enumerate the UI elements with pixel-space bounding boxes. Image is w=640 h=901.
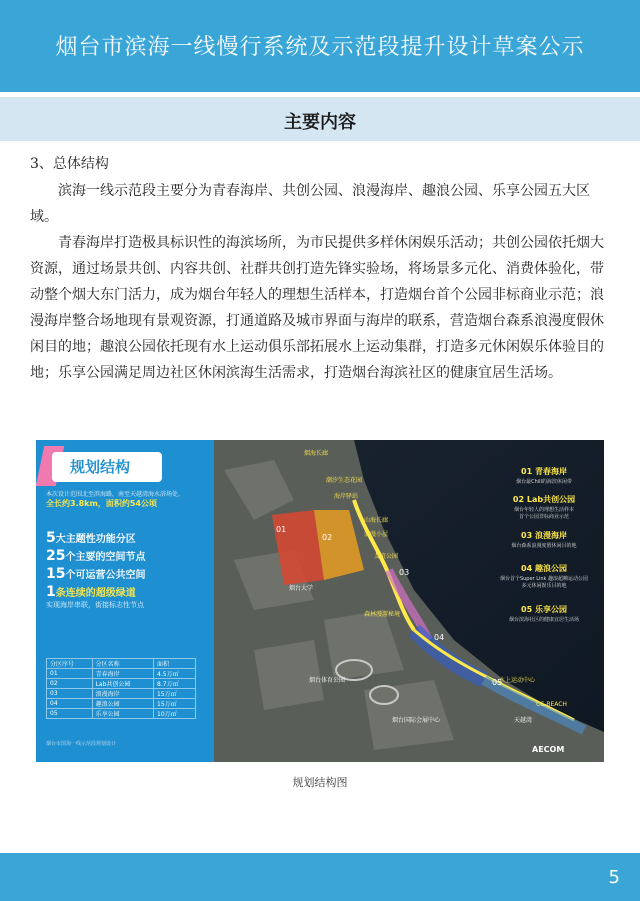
legend-id: 01 [521,467,533,476]
table-header-row [47,659,196,669]
stat-num: 1 [46,584,56,600]
legend-desc-extra: 多元休闲娱乐目的地 [521,583,567,589]
legend-zone-4 [521,563,567,573]
stat-sub: 实现海岸串联，街接标志性节点 [46,601,144,609]
node-label: 烟台国际会展中心 [392,717,441,724]
table-cell: 15万㎡ [154,699,196,709]
legend-desc: 烟台森系浪漫度假休闲目的地 [511,543,577,549]
legend-id: 04 [521,564,533,573]
node-label: 山海长廊 [364,517,389,524]
section-title: 主要内容 [284,112,356,133]
node-label: 烟海长廊 [304,450,329,457]
table-cell: 8.7万㎡ [154,679,196,689]
legend-name: 青春海岸 [534,467,567,476]
node-label: 森林漫游秘境 [364,611,401,618]
table-cell: 02 [47,679,93,689]
stat-item [46,548,211,564]
node-label: 天越湾 [514,717,533,724]
legend-id: 05 [521,605,533,614]
node-label: 烟台大学 [289,585,314,592]
table-cell: 01 [47,669,93,679]
table-row [47,709,196,719]
map-zone-number: 04 [434,633,445,642]
table-cell: 05 [47,709,93,719]
document-title: 烟台市滨海一线慢行系统及示范段提升设计草案公示 [55,35,585,60]
node-label: 潮汐生态花园 [326,477,363,484]
legend-zone-3 [521,530,567,540]
table-cell: 04 [47,699,93,709]
legend-zone-2 [513,494,575,504]
table-row [47,679,196,689]
table-header: 面积 [154,659,196,669]
legend-desc: 烟台滨海社区的健康宜居生活场 [508,617,580,623]
table-cell: Lab共创公园 [92,679,153,689]
intro-text: 本次设计范围北至滨海路，南至天越湾海水浴场处， [46,491,185,498]
table-header: 分区名称 [92,659,153,669]
stat-item [46,584,211,600]
table-cell: 10万㎡ [154,709,196,719]
length-line: 全长约3.8km，面积约54公顷 [46,499,157,508]
page-footer-band [0,853,640,901]
table-cell: 趣浪公园 [92,699,153,709]
stat-text: 条连续的超级绿道 [55,588,136,599]
figure-note: 烟台市滨海一线示范段规划设计 [46,741,117,747]
map-zone-number: 01 [276,525,287,534]
aerial-map [214,440,604,762]
figure-stats [46,530,211,610]
aecom-logo: AECOM [532,745,565,754]
table-cell: 03 [47,689,93,699]
table-cell: 青春海岸 [92,669,153,679]
table-header: 分区序号 [47,659,93,669]
node-label: 浪漫小屋 [364,531,389,538]
stat-num: 25 [46,548,66,564]
stat-num: 15 [46,566,66,582]
legend-desc: 烟台年轻人的理想生活样本 [513,507,575,513]
legend-id: 03 [521,531,533,540]
legend-name: 浪漫海岸 [534,531,567,540]
paragraph-1: 滨海一线示范段主要分为青春海岸、共创公园、浪漫海岸、趣浪公园、乐享公园五大区域。 [30,183,590,225]
stat-text: 个主要的空间节点 [65,552,146,563]
node-label: 海岸驿站 [334,493,359,500]
map-zone-number: 03 [399,568,410,577]
legend-name: 乐享公园 [534,605,567,614]
planning-structure-figure [36,440,604,762]
legend-desc: 烟台最Chill的海滨休闲带 [516,479,572,485]
stat-num: 5 [46,530,56,546]
stat-text: 个可运营公共空间 [65,570,146,581]
legend-desc: 烟台首个Super Link 趣浪超嗨运动公园 [499,576,589,582]
subheading: 3、总体结构 [30,156,109,172]
legend-name: Lab共创公园 [526,495,576,504]
legend-desc-extra: 首个公园非标商业示范 [518,514,570,520]
page-number: 5 [608,867,620,888]
table-row [47,669,196,679]
node-label: CC-BEACH [536,701,567,708]
table-cell: 乐享公园 [92,709,153,719]
table-row [47,689,196,699]
map-zone-number: 05 [492,678,503,687]
stat-item [46,530,211,546]
node-label: 烟台体育公园 [309,677,346,684]
table-cell: 15万㎡ [154,689,196,699]
node-label: 友谊公园 [374,553,399,560]
zone-area-table [46,658,196,719]
paragraph-2: 青春海岸打造极具标识性的海滨场所，为市民提供多样休闲娱乐活动；共创公园依托烟大资源，通过场景共创、内容共创、社群共创打造先锋实验场，将场景多元化、消费体验化，带动整个烟大东门活力，成为烟台年轻人的理想生活样本，打造烟台首个公园非标商业示范；浪漫海岸整合场地现有景观资源，打通道路及城市界面与海岸的联系，营造烟台森系浪漫度假休闲目的地；趣浪公园依托现有水上运动俱乐部拓展水上运动集群，打造多元休闲娱乐体验目的地；乐享公园满足周边社区休闲滨海生活需求，打造烟台海滨社区的健康宜居生活场。 [30,235,604,381]
figure-info-panel [36,440,214,762]
figure-caption: 规划结构图 [292,776,348,789]
legend-name: 趣浪公园 [534,564,567,573]
stat-item [46,566,211,582]
table-cell: 浪漫海岸 [92,689,153,699]
table-row [47,699,196,709]
legend-id: 02 [512,495,525,504]
node-label: 水上运动中心 [499,677,536,684]
figure-intro [46,490,208,509]
map-zone-number: 02 [322,533,333,542]
legend-zone-5 [521,604,567,614]
legend-zone-1 [521,466,567,476]
figure-title: 规划结构 [70,458,131,476]
table-cell: 4.5万㎡ [154,669,196,679]
stat-text: 大主题性功能分区 [55,534,136,545]
